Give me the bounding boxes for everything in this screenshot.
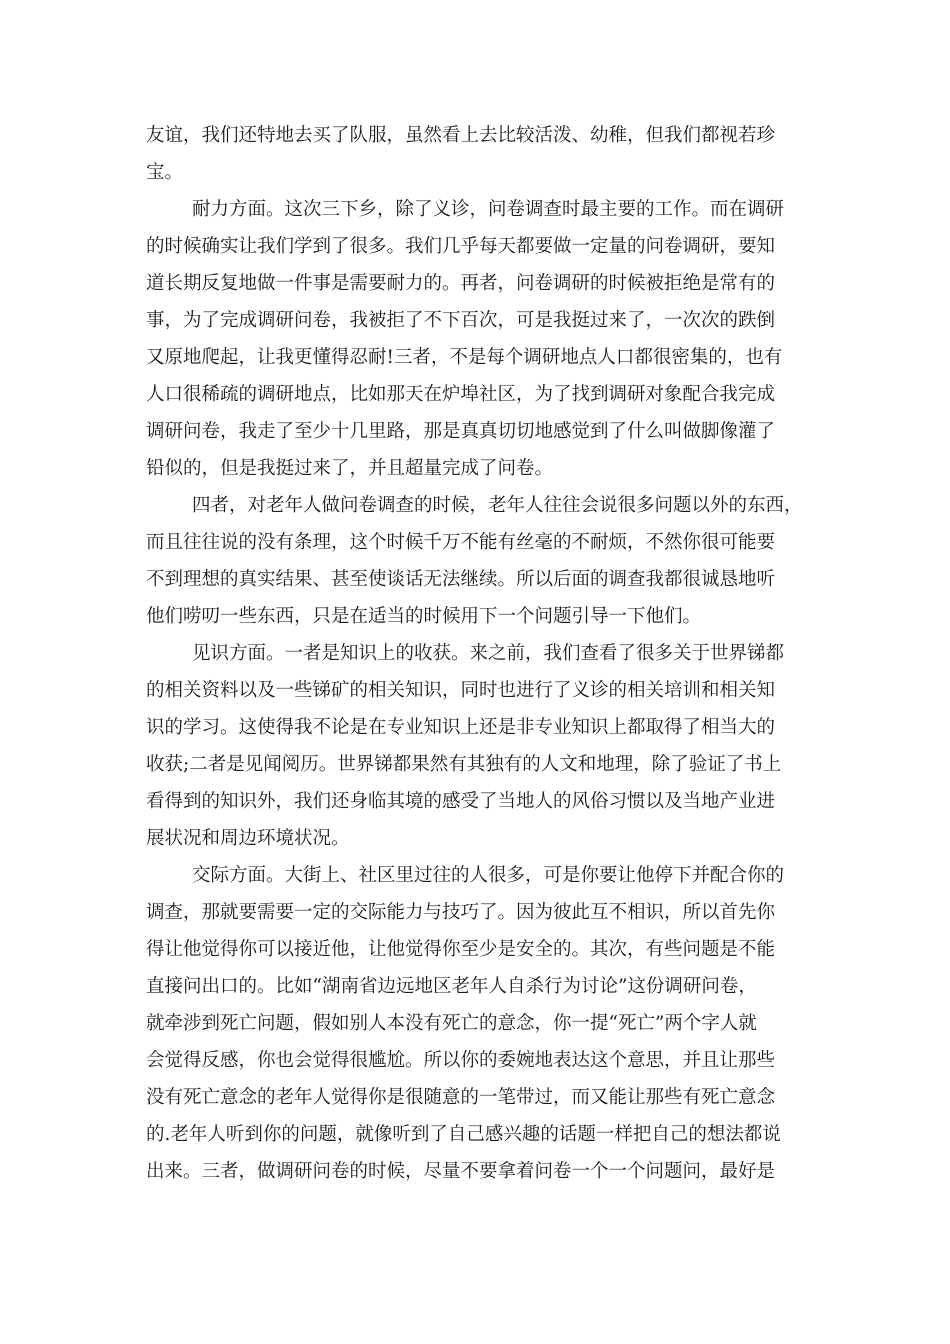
text-line: 得让他觉得你可以接近他，让他觉得你至少是安全的。其次，有些问题是不能 — [146, 939, 776, 960]
text-line: 铅似的，但是我挺过来了，并且超量完成了问卷。 — [146, 458, 554, 479]
text-line: 事，为了完成调研问卷，我被拒了不下百次，可是我挺过来了，一次次的跌倒 — [146, 310, 776, 331]
text-line: 调研问卷，我走了至少十几里路，那是真真切切地感觉到了什么叫做脚像灌了 — [146, 421, 776, 442]
text-line: 直接问出口的。比如“湖南省边远地区老年人自杀行为讨论”这份调研问卷， — [146, 976, 757, 997]
text-line: 的时候确实让我们学到了很多。我们几乎每天都要做一定量的问卷调研，要知 — [146, 236, 776, 257]
text-line: 道长期反复地做一件事是需要耐力的。再者，问卷调研的时候被拒绝是常有的 — [146, 273, 776, 294]
text-line: 调查，那就要需要一定的交际能力与技巧了。因为彼此互不相识，所以首先你 — [146, 902, 776, 923]
text-line: 识的学习。这使得我不论是在专业知识上还是非专业知识上都取得了相当大的 — [146, 717, 776, 738]
paragraph-start-line: 见识方面。一者是知识上的收获。来之前，我们查看了很多关于世界锑都 — [192, 643, 785, 664]
text-line: 友谊，我们还特地去买了队服，虽然看上去比较活泼、幼稚，但我们都视若珍 — [146, 125, 776, 146]
text-line: 收获;二者是见闻阅历。世界锑都果然有其独有的人文和地理，除了验证了书上 — [146, 754, 782, 775]
text-line: 看得到的知识外，我们还身临其境的感受了当地人的风俗习惯以及当地产业进 — [146, 791, 776, 812]
text-line: 出来。三者，做调研问卷的时候，尽量不要拿着问卷一个一个问题问，最好是 — [146, 1161, 776, 1182]
text-line: 展状况和周边环境状况。 — [146, 828, 350, 849]
paragraph-start-line: 交际方面。大街上、社区里过往的人很多，可是你要让他停下并配合你的 — [192, 865, 785, 886]
text-line: 就牵涉到死亡问题，假如别人本没有死亡的意念，你一提“死亡”两个字人就 — [146, 1013, 757, 1034]
text-line: 宝。 — [146, 162, 184, 183]
paragraph-start-line: 耐力方面。这次三下乡，除了义诊，问卷调查时最主要的工作。而在调研 — [192, 199, 785, 220]
paragraph-start-line: 四者，对老年人做问卷调查的时候，老年人往往会说很多问题以外的东西， — [192, 495, 803, 516]
text-line: 的.老年人听到你的问题，就像听到了自己感兴趣的话题一样把自己的想法都说 — [146, 1124, 781, 1145]
text-line: 人口很稀疏的调研地点，比如那天在炉埠社区，为了找到调研对象配合我完成 — [146, 384, 776, 405]
text-line: 没有死亡意念的老年人觉得你是很随意的一笔带过，而又能让那些有死亡意念 — [146, 1087, 776, 1108]
text-line: 的相关资料以及一些锑矿的相关知识，同时也进行了义诊的相关培训和相关知 — [146, 680, 776, 701]
text-line: 又原地爬起，让我更懂得忍耐!三者，不是每个调研地点人口都很密集的，也有 — [146, 347, 783, 368]
text-line: 他们唠叨一些东西，只是在适当的时候用下一个问题引导一下他们。 — [146, 606, 702, 627]
text-line: 不到理想的真实结果、甚至使谈话无法继续。所以后面的调查我都很诚恳地听 — [146, 569, 776, 590]
text-line: 会觉得反感，你也会觉得很尴尬。所以你的委婉地表达这个意思，并且让那些 — [146, 1050, 776, 1071]
text-line: 而且往往说的没有条理，这个时候千万不能有丝毫的不耐烦，不然你很可能要 — [146, 532, 776, 553]
